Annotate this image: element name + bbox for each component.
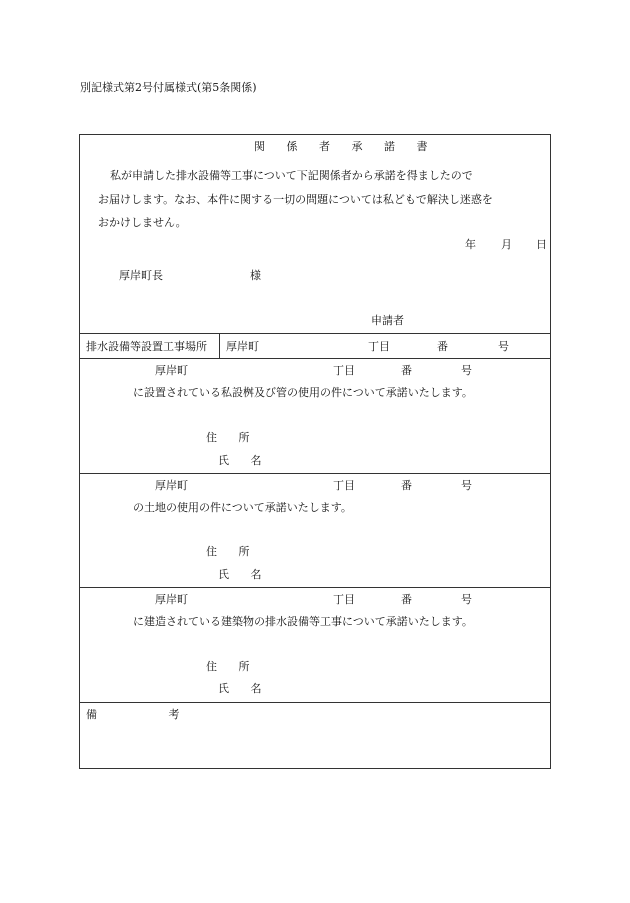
section-2-go: 号: [461, 479, 472, 492]
section-1-consent-text: に設置されている私設桝及び管の使用の件について承諾いたします。: [133, 386, 473, 399]
section-1-name-label: 氏 名: [218, 454, 271, 467]
site-label: 排水設備等設置工事場所: [86, 340, 207, 353]
date-month-label: 月: [501, 238, 512, 251]
section-2-chome: 丁目: [333, 479, 355, 492]
section-1-chome: 丁目: [333, 364, 355, 377]
applicant-label: 申請者: [371, 314, 404, 327]
section-3-address-label: 住 所: [206, 660, 259, 673]
section-2-name-label: 氏 名: [218, 568, 271, 581]
divider-site: [80, 333, 550, 334]
intro-line-1: 私が申請した排水設備等工事について下記関係者から承諾を得ましたので: [110, 169, 473, 182]
divider-section-3: [80, 587, 550, 588]
site-go: 号: [498, 340, 509, 353]
site-cell-divider: [219, 333, 220, 358]
divider-section-2: [80, 473, 550, 474]
section-1-town: 厚岸町: [155, 364, 188, 377]
section-3-go: 号: [461, 593, 472, 606]
addressee-name: 厚岸町長: [119, 269, 163, 282]
section-1-go: 号: [461, 364, 472, 377]
divider-section-1: [80, 358, 550, 359]
section-3-ban: 番: [401, 593, 412, 606]
section-2-consent-text: の土地の使用の件について承諾いたします。: [133, 501, 352, 514]
section-1-ban: 番: [401, 364, 412, 377]
form-number-heading: 別記様式第2号付属様式(第5条関係): [80, 81, 257, 94]
form-frame: [79, 134, 551, 769]
divider-remarks: [80, 702, 550, 703]
remarks-label: 備 考: [86, 708, 214, 721]
intro-line-2: お届けします。なお、本件に関する一切の問題については私どもで解決し迷惑を: [98, 193, 493, 206]
section-3-name-label: 氏 名: [218, 682, 271, 695]
section-2-town: 厚岸町: [155, 479, 188, 492]
section-2-address-label: 住 所: [206, 545, 259, 558]
section-2-ban: 番: [401, 479, 412, 492]
addressee-honorific: 様: [250, 269, 261, 282]
section-3-chome: 丁目: [333, 593, 355, 606]
section-3-town: 厚岸町: [155, 593, 188, 606]
intro-line-3: おかけしません。: [98, 216, 187, 229]
site-town: 厚岸町: [226, 340, 259, 353]
form-title: 関 係 者 承 諾 書: [254, 140, 437, 153]
section-1-address-label: 住 所: [206, 431, 259, 444]
site-ban: 番: [437, 340, 448, 353]
site-chome: 丁目: [368, 340, 390, 353]
date-year-label: 年: [465, 238, 476, 251]
date-day-label: 日: [536, 238, 547, 251]
section-3-consent-text: に建造されている建築物の排水設備等工事について承諾いたします。: [133, 615, 473, 628]
